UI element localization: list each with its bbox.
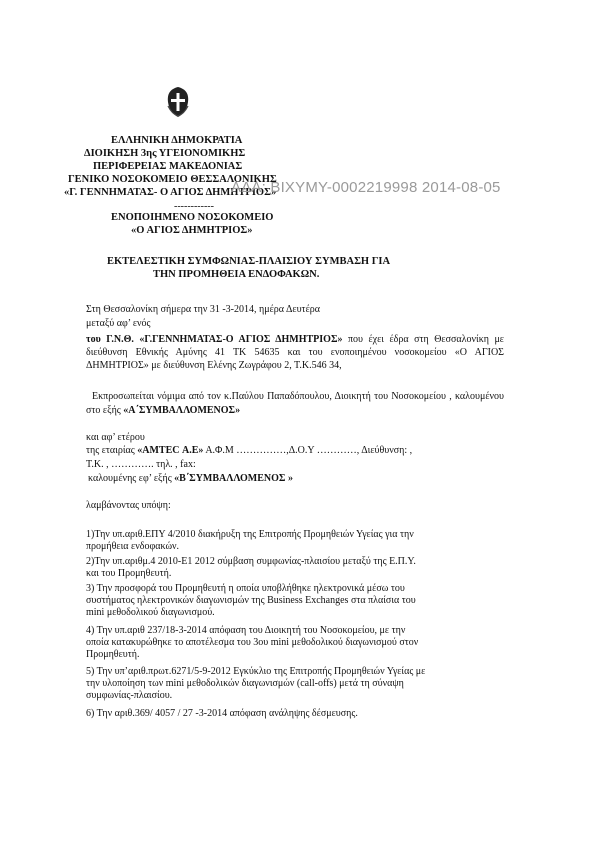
item-line: συστήματος ηλεκτρονικών διαγωνισμών της Business Exchanges στα πλαίσια του [86, 595, 416, 606]
considering-item-1 [86, 529, 414, 553]
considering-heading: λαμβάνοντας υπόψη: [86, 500, 171, 511]
item-line: 6) Την αριθ.369/ 4057 / 27 -3-2014 απόφαση ανάληψης δέσμευσης. [86, 708, 358, 719]
company-details: Α.Φ.Μ ……………,Δ.Ο.Υ …………, Διεύθυνση: , [205, 445, 413, 456]
party-b-label: «Β΄ΣΥΜΒΑΛΛΟΜΕΝΟΣ » [174, 473, 293, 484]
item-line: και του Προμηθευτή. [86, 568, 172, 579]
considering-item-3 [86, 583, 416, 619]
header-line-unified-name: «Ο ΑΓΙΟΣ ΔΗΜΗΤΡΙΟΣ» [131, 225, 253, 236]
header-line-administration: ΔΙΟΙΚΗΣΗ 3ης ΥΓΕΙΟΝΟΜΙΚΗΣ [84, 148, 246, 159]
greek-emblem-icon [165, 86, 191, 118]
party-a-name: «Γ.ΓΕΝΝΗΜΑΤΑΣ-Ο ΑΓΙΟΣ ΔΗΜΗΤΡΙΟΣ» [139, 334, 343, 345]
representation-paragraph [86, 390, 504, 418]
header-line-hospital: ΓΕΝΙΚΟ ΝΟΣΟΚΟΜΕΙΟ ΘΕΣΣΑΛΟΝΙΚΗΣ [68, 174, 277, 185]
company-name: «ΑΜΤΕC Α.Ε» [137, 445, 204, 456]
item-line: Προμηθευτή. [86, 649, 140, 660]
item-line: 2)Την υπ.αριθμ.4 2010-Ε1 2012 σύμβαση συμφωνίας-πλαισίου μεταξύ της Ε.Π.Υ. [86, 556, 416, 567]
party-a-details: που έχει έδρα στη Θεσσαλονίκη με διεύθυνση Εθνικής Αμύνης 41 ΤΚ 54635 και του ενοποιημένου νοσοκομείου «Ο ΑΓΙΟΣ ΔΗΜΗΤΡΙΟΣ» με διεύθυνση Ελένης Ζωγράφου 2, Τ.Κ.546 34, [86, 334, 505, 371]
company-contact-line: Τ.Κ. , …………. τηλ. , fax: [86, 459, 196, 470]
ada-watermark: ΑΔΑ: ΒΙΧΥΜΥ-0002219998 2014-08-05 [231, 179, 501, 196]
between-line: μεταξύ αφ’ ενός [86, 318, 151, 329]
party-a-prefix: του Γ.Ν.Θ. [86, 334, 134, 345]
other-party-line: και αφ’ ετέρου [86, 432, 145, 443]
company-prefix: της εταιρίας [86, 445, 135, 456]
date-line: Στη Θεσσαλονίκη σήμερα την 31 -3-2014, ημέρα Δευτέρα [86, 304, 320, 315]
considering-item-4 [86, 625, 418, 661]
considering-item-6 [86, 708, 358, 720]
header-separator: ------------ [174, 201, 214, 212]
item-line: 3) Την προσφορά του Προμηθευτή η οποία υποβλήθηκε ηλεκτρονικά μέσω του [86, 583, 405, 594]
document-title-line2: ΤΗΝ ΠΡΟΜΗΘΕΙΑ ΕΝΔΟΦΑΚΩΝ. [153, 269, 320, 280]
considering-item-2 [86, 556, 416, 580]
item-line: 1)Την υπ.αριθ.ΕΠΥ 4/2010 διακήρυξη της Επιτροπής Προμηθειών Υγείας για την [86, 529, 414, 540]
item-line: mini μεθοδολικού διαγωνισμού. [86, 607, 215, 618]
company-line [86, 445, 412, 457]
party-a-paragraph [86, 333, 504, 372]
item-line: την υλοποίηση των mini μεθοδολικών διαγωνισμών (call-offs) μετά τη σύναψη [86, 678, 404, 689]
party-b-called-prefix: καλουμένης εφ’ εξής [88, 473, 172, 484]
header-line-unified: ΕΝΟΠΟΙΗΜΕΝΟ ΝΟΣΟΚΟΜΕΙΟ [111, 212, 274, 223]
party-b-called-line [88, 473, 293, 485]
considering-item-5 [86, 666, 425, 702]
item-line: προμήθεια ενδοφακών. [86, 541, 180, 552]
representation-text: Εκπροσωπείται νόμιμα από τον κ.Παύλου Παπαδόπουλου, Διοικητή του Νοσοκομείου , καλουμένου στο εξής [86, 391, 504, 416]
header-line-region: ΠΕΡΙΦΕΡΕΙΑΣ ΜΑΚΕΔΟΝΙΑΣ [93, 161, 243, 172]
item-line: συμφωνίας-πλαισίου. [86, 690, 173, 701]
header-line-republic: ΕΛΛΗΝΙΚΗ ΔΗΜΟΚΡΑΤΙΑ [111, 135, 243, 146]
item-line: 4) Την υπ.αριθ 237/18-3-2014 απόφαση του Διοικητή του Νοσοκομείου, με την [86, 625, 406, 636]
party-a-label: «Α΄ΣΥΜΒΑΛΛΟΜΕΝΟΣ» [123, 405, 241, 416]
header-line-hospital-name: «Γ. ΓΕΝΝΗΜΑΤΑΣ- Ο ΑΓΙΟΣ ΔΗΜΗΤΡΙΟΣ» [64, 187, 277, 198]
document-title-line1: ΕΚΤΕΛΕΣΤΙΚΗ ΣΥΜΦΩΝΙΑΣ-ΠΛΑΙΣΙΟΥ ΣΥΜΒΑΣΗ ΓΙΑ [107, 256, 391, 267]
item-line: 5) Την υπ’αριθ.πρωτ.6271/5-9-2012 Εγκύκλιο της Επιτροπής Προμηθειών Υγείας με [86, 666, 426, 677]
item-line: οποία κατακυρώθηκε το αποτέλεσμα του 3ου mini μεθοδολικού διαγωνισμού στον [86, 637, 419, 648]
